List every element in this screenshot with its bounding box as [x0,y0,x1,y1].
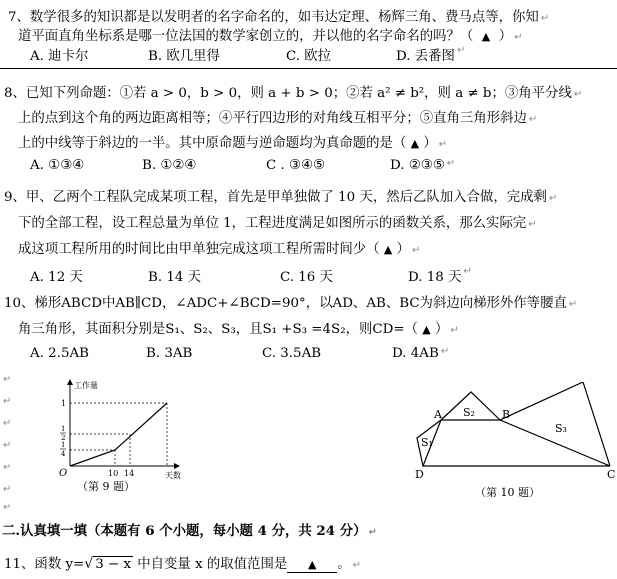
q7-line-1: 7、数学很多的知识都是以发明者的名字命名的，如韦达定理、杨辉三角、费马点等，你知 ↵ [8,10,550,25]
q9-option-c: C. 16 天 [280,270,333,285]
q8-options: A. ①③④ B. ①②④ C . ③④⑤ D. ②③⑤ ↵ [30,158,456,173]
q8-option-d: D. ②③⑤ [390,158,445,173]
q7-option-b: B. 欧几里得 [148,49,220,64]
answer-blank-marker: ▲ [481,30,491,43]
section-2-title: 二.认真填一填（本题有 6 个小题，每小题 4 分，共 24 分） ↵ [2,523,377,539]
q9-option-a: A. 12 天 [30,270,83,285]
vertex-d: D [415,468,424,481]
q9-option-b: B. 14 天 [148,270,202,285]
q7-line-2: 道平面直角坐标系是哪一位法国的数学家创立的，并以他的名字命名的吗？（ ▲ ） ↵ [18,29,523,44]
margin-mark: ↵ [3,502,12,513]
margin-mark: ↵ [3,396,12,407]
q8-option-c: C . ③④⑤ [266,158,326,173]
margin-mark: ↵ [3,440,12,451]
progress-line [70,403,167,466]
x-tick-14: 14 [124,469,135,478]
y-tick-quarter-num: 1 [61,441,66,449]
origin-label: O [59,468,68,479]
figure-9-caption: （第 9 题） [77,480,135,493]
vertex-a: A [434,408,442,421]
q10-line-1: 10、梯形ABCD中AB∥CD，∠ADC+∠BCD=90°，以AD、AB、BC为斜边向梯形外作等腰直 ↵ [4,296,578,311]
q8-line-1: 8、已知下列命题：①若 a > 0，b > 0，则 a + b > 0；②若 a² ≠ b²，则 a ≠ b；③角平分线 ↵ [4,86,583,101]
y-tick-half-num: 1 [61,425,66,433]
margin-mark: ↵ [3,462,12,473]
y-tick-quarter-den: 4 [61,450,66,458]
q10-options: A. 2.5AB B. 3AB C. 3.5AB D. 4AB ↵ [30,346,450,361]
figure-9-graph [55,378,195,496]
q8-line-2: 上的点到这个角的两边距离相等；④平行四边形的对角线互相平分；⑤直角三角形斜边 ↵ [18,111,538,126]
margin-mark: ↵ [3,484,12,495]
area-s2: S₂ [463,406,475,419]
x-axis-label: 天数 [165,471,181,480]
q10-option-d: D. 4AB [392,346,439,361]
area-s1: S₁ [421,436,433,449]
answer-blank-marker: ▲ [422,323,431,336]
q8-option-b: B. ①②④ [142,158,197,173]
q9-line-1: 9、甲、乙两个工程队完成某项工程，首先是甲单独做了 10 天，然后乙队加入合做，完成剩 ↵ [4,190,558,205]
q9-option-d: D. 18 天 [408,270,462,285]
margin-mark: ↵ [3,374,12,385]
q11-answer-blank: ▲ [287,557,337,573]
q10-line-2: 角三角形，其面积分别是S₁、S₂、S₃，且S₁ +S₃ =4S₂，则CD=（ ▲ ） ↵ [18,322,459,337]
q11-radicand: 3 − x [95,557,131,572]
figure-10-caption: （第 10 题） [475,486,540,499]
q10-option-a: A. 2.5AB [30,346,89,361]
q8-line-3: 上的中线等于斜边的一半。其中原命题与逆命题均为真命题的是（ ▲ ） ↵ [18,136,448,151]
trapezoid-abcd [423,420,610,466]
figure-10-diagram [405,382,617,500]
q9-line-3: 成这项工程所用的时间比由甲单独完成这项工程所需时间少（ ▲ ） ↵ [18,242,421,257]
q10-option-b: B. 3AB [146,346,193,361]
q10-option-c: C. 3.5AB [262,346,322,361]
answer-blank-marker: ▲ [383,243,393,256]
answer-blank-marker: ▲ [410,137,420,150]
y-tick-1: 1 [61,399,67,408]
q8-option-a: A. ①③④ [30,158,85,173]
margin-mark: ↵ [3,418,12,429]
q9-options: A. 12 天 B. 14 天 C. 16 天 D. 18 天 ↵ [30,266,472,285]
q7-option-c: C. 欧拉 [286,49,332,64]
vertex-c: C [607,468,616,481]
vertex-b: B [502,408,511,421]
y-axis-label: 工作量 [74,381,98,390]
section-divider [0,68,617,69]
q7-option-a: A. 迪卡尔 [30,49,89,64]
q11-line: 11、函数 y=√ 3 − x 中自变量 x 的取值范围是 ▲ 。 ↵ [4,556,362,572]
q9-line-2: 下的全部工程，设工程总量为单位 1，工程进度满足如图所示的函数关系，那么实际完 ↵ [18,216,537,231]
area-s3: S₃ [555,422,567,435]
y-tick-half-den: 2 [61,434,66,442]
x-tick-10: 10 [108,469,119,478]
q7-option-d: D. 丢番图 [396,49,455,64]
q7-options: A. 迪卡尔 B. 欧几里得 C. 欧拉 D. 丢番图 ↵ [30,45,466,64]
